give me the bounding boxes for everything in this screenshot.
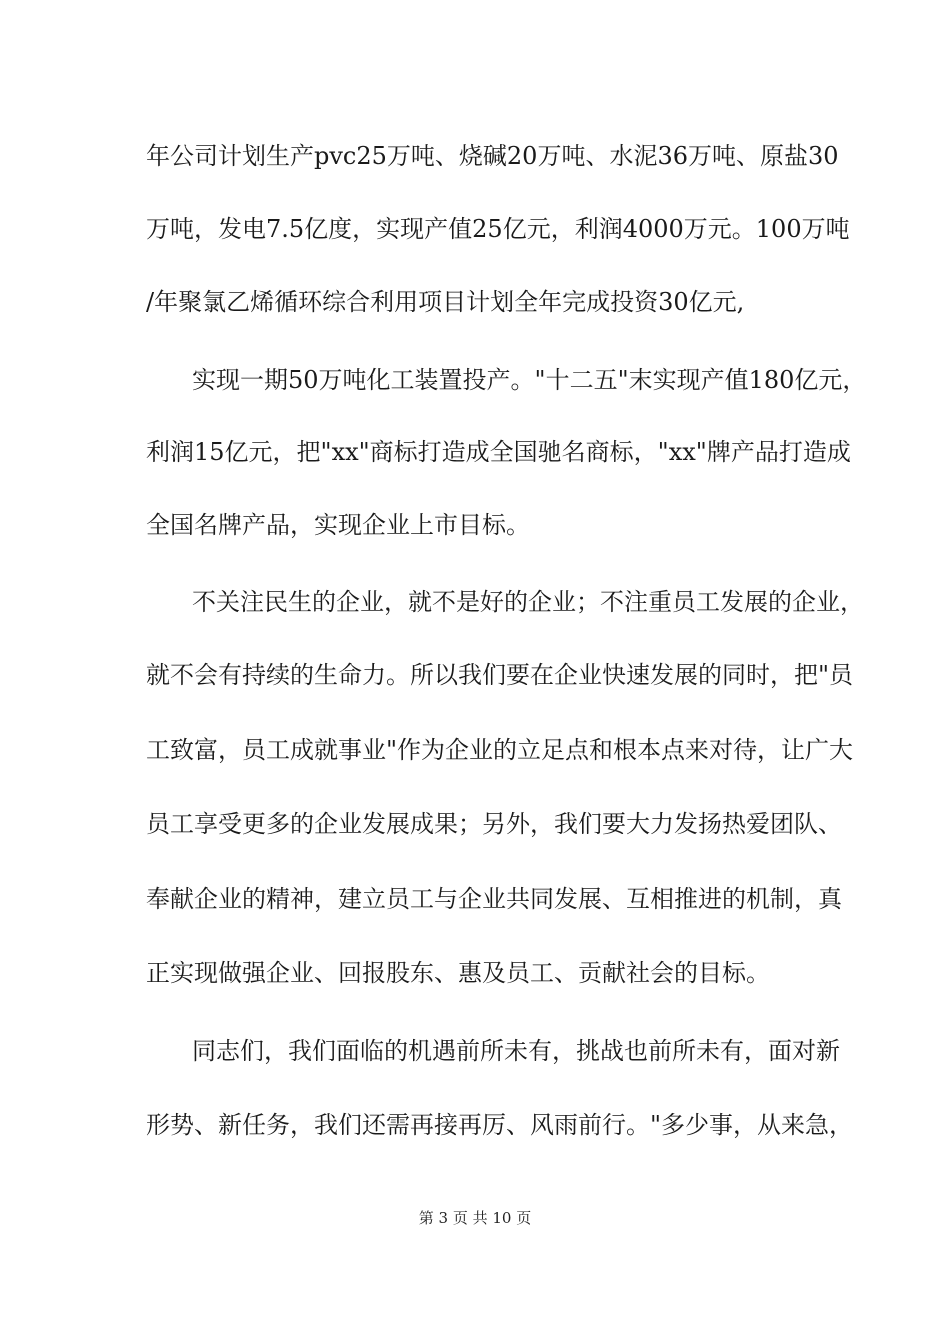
text-line: 全国名牌产品，实现企业上市目标。 (146, 511, 530, 539)
text-line: 就不会有持续的生命力。所以我们要在企业快速发展的同时，把"员 (146, 661, 854, 689)
text-line: 员工享受更多的企业发展成果；另外，我们要大力发扬热爱团队、 (146, 810, 842, 838)
text-line: 奉献企业的精神，建立员工与企业共同发展、互相推进的机制，真 (146, 885, 842, 913)
paragraph-start-line: 不关注民生的企业，就不是好的企业；不注重员工发展的企业， (192, 588, 864, 616)
text-line: /年聚氯乙烯循环综合利用项目计划全年完成投资30亿元, (146, 288, 745, 316)
text-line: 正实现做强企业、回报股东、惠及员工、贡献社会的目标。 (146, 959, 770, 987)
text-line: 利润15亿元，把"xx"商标打造成全国驰名商标，"xx"牌产品打造成 (146, 438, 851, 466)
text-line: 形势、新任务，我们还需再接再厉、风雨前行。"多少事，从来急， (146, 1111, 854, 1139)
text-line: 工致富，员工成就事业"作为企业的立足点和根本点来对待，让广大 (146, 736, 854, 764)
text-line: 年公司计划生产pvc25万吨、烧碱20万吨、水泥36万吨、原盐30 (146, 142, 839, 170)
text-line: 万吨，发电7.5亿度，实现产值25亿元，利润4000万元。100万吨 (146, 215, 850, 243)
paragraph-start-line: 同志们，我们面临的机遇前所未有，挑战也前所未有，面对新 (192, 1037, 840, 1065)
page-number-footer: 第 3 页 共 10 页 (418, 1209, 532, 1227)
paragraph-start-line: 实现一期50万吨化工装置投产。"十二五"末实现产值180亿元， (192, 366, 867, 394)
